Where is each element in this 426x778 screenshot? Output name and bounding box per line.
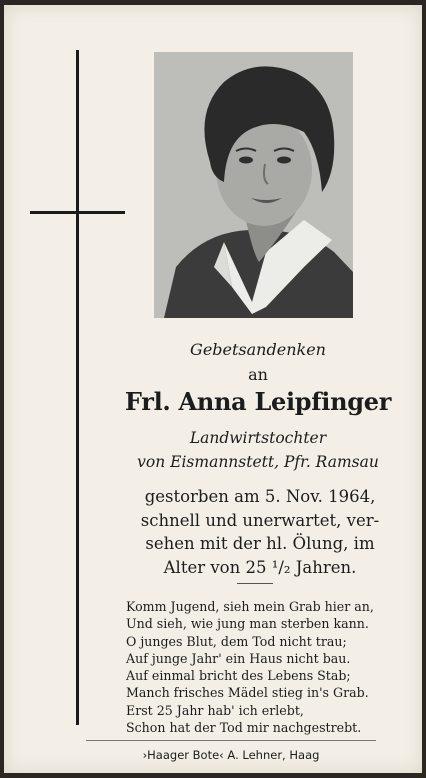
poem-line: Und sieh, wie jung man sterben kann. xyxy=(126,616,369,632)
poem-line: Komm Jugend, sieh mein Grab hier an, xyxy=(126,599,374,614)
footer-rule xyxy=(86,740,376,741)
poem-line: Auf einmal bricht des Lebens Stab; xyxy=(126,668,351,684)
prayer-remembrance-heading: Gebetsandenken xyxy=(190,340,326,359)
occupation: Landwirtstochter xyxy=(189,429,327,447)
death-line: schnell und unerwartet, ver- xyxy=(140,510,380,530)
poem-line: Auf junge Jahr' ein Haus nicht bau. xyxy=(126,650,351,666)
memorial-poem xyxy=(126,598,406,736)
printer-imprint: ›Haager Bote‹ A. Lehner, Haag xyxy=(142,748,320,762)
cross-vertical-bar xyxy=(76,50,79,725)
poem-line: Manch frisches Mädel stieg in's Grab. xyxy=(126,685,369,701)
portrait-illustration xyxy=(154,52,353,318)
death-line: sehen mit der hl. Ölung, im xyxy=(145,534,375,553)
poem-line: Schon hat der Tod mir nachgestrebt. xyxy=(126,720,362,736)
poem-line: Erst 25 Jahr hab' ich erlebt, xyxy=(126,702,304,718)
poem-line: O junges Blut, dem Tod nicht trau; xyxy=(126,633,347,649)
death-line: Alter von 25 ¹/₂ Jahren. xyxy=(163,557,357,577)
memorial-card xyxy=(4,5,422,773)
separator-line xyxy=(237,583,273,584)
death-notice xyxy=(126,485,394,579)
an-line: an xyxy=(248,365,268,384)
death-line: gestorben am 5. Nov. 1964, xyxy=(144,487,376,506)
portrait-photo xyxy=(154,52,353,318)
origin-parish: von Eismannstett, Pfr. Ramsau xyxy=(137,453,379,471)
deceased-name: Frl. Anna Leipfinger xyxy=(124,387,392,416)
cross-horizontal-bar xyxy=(30,211,125,214)
